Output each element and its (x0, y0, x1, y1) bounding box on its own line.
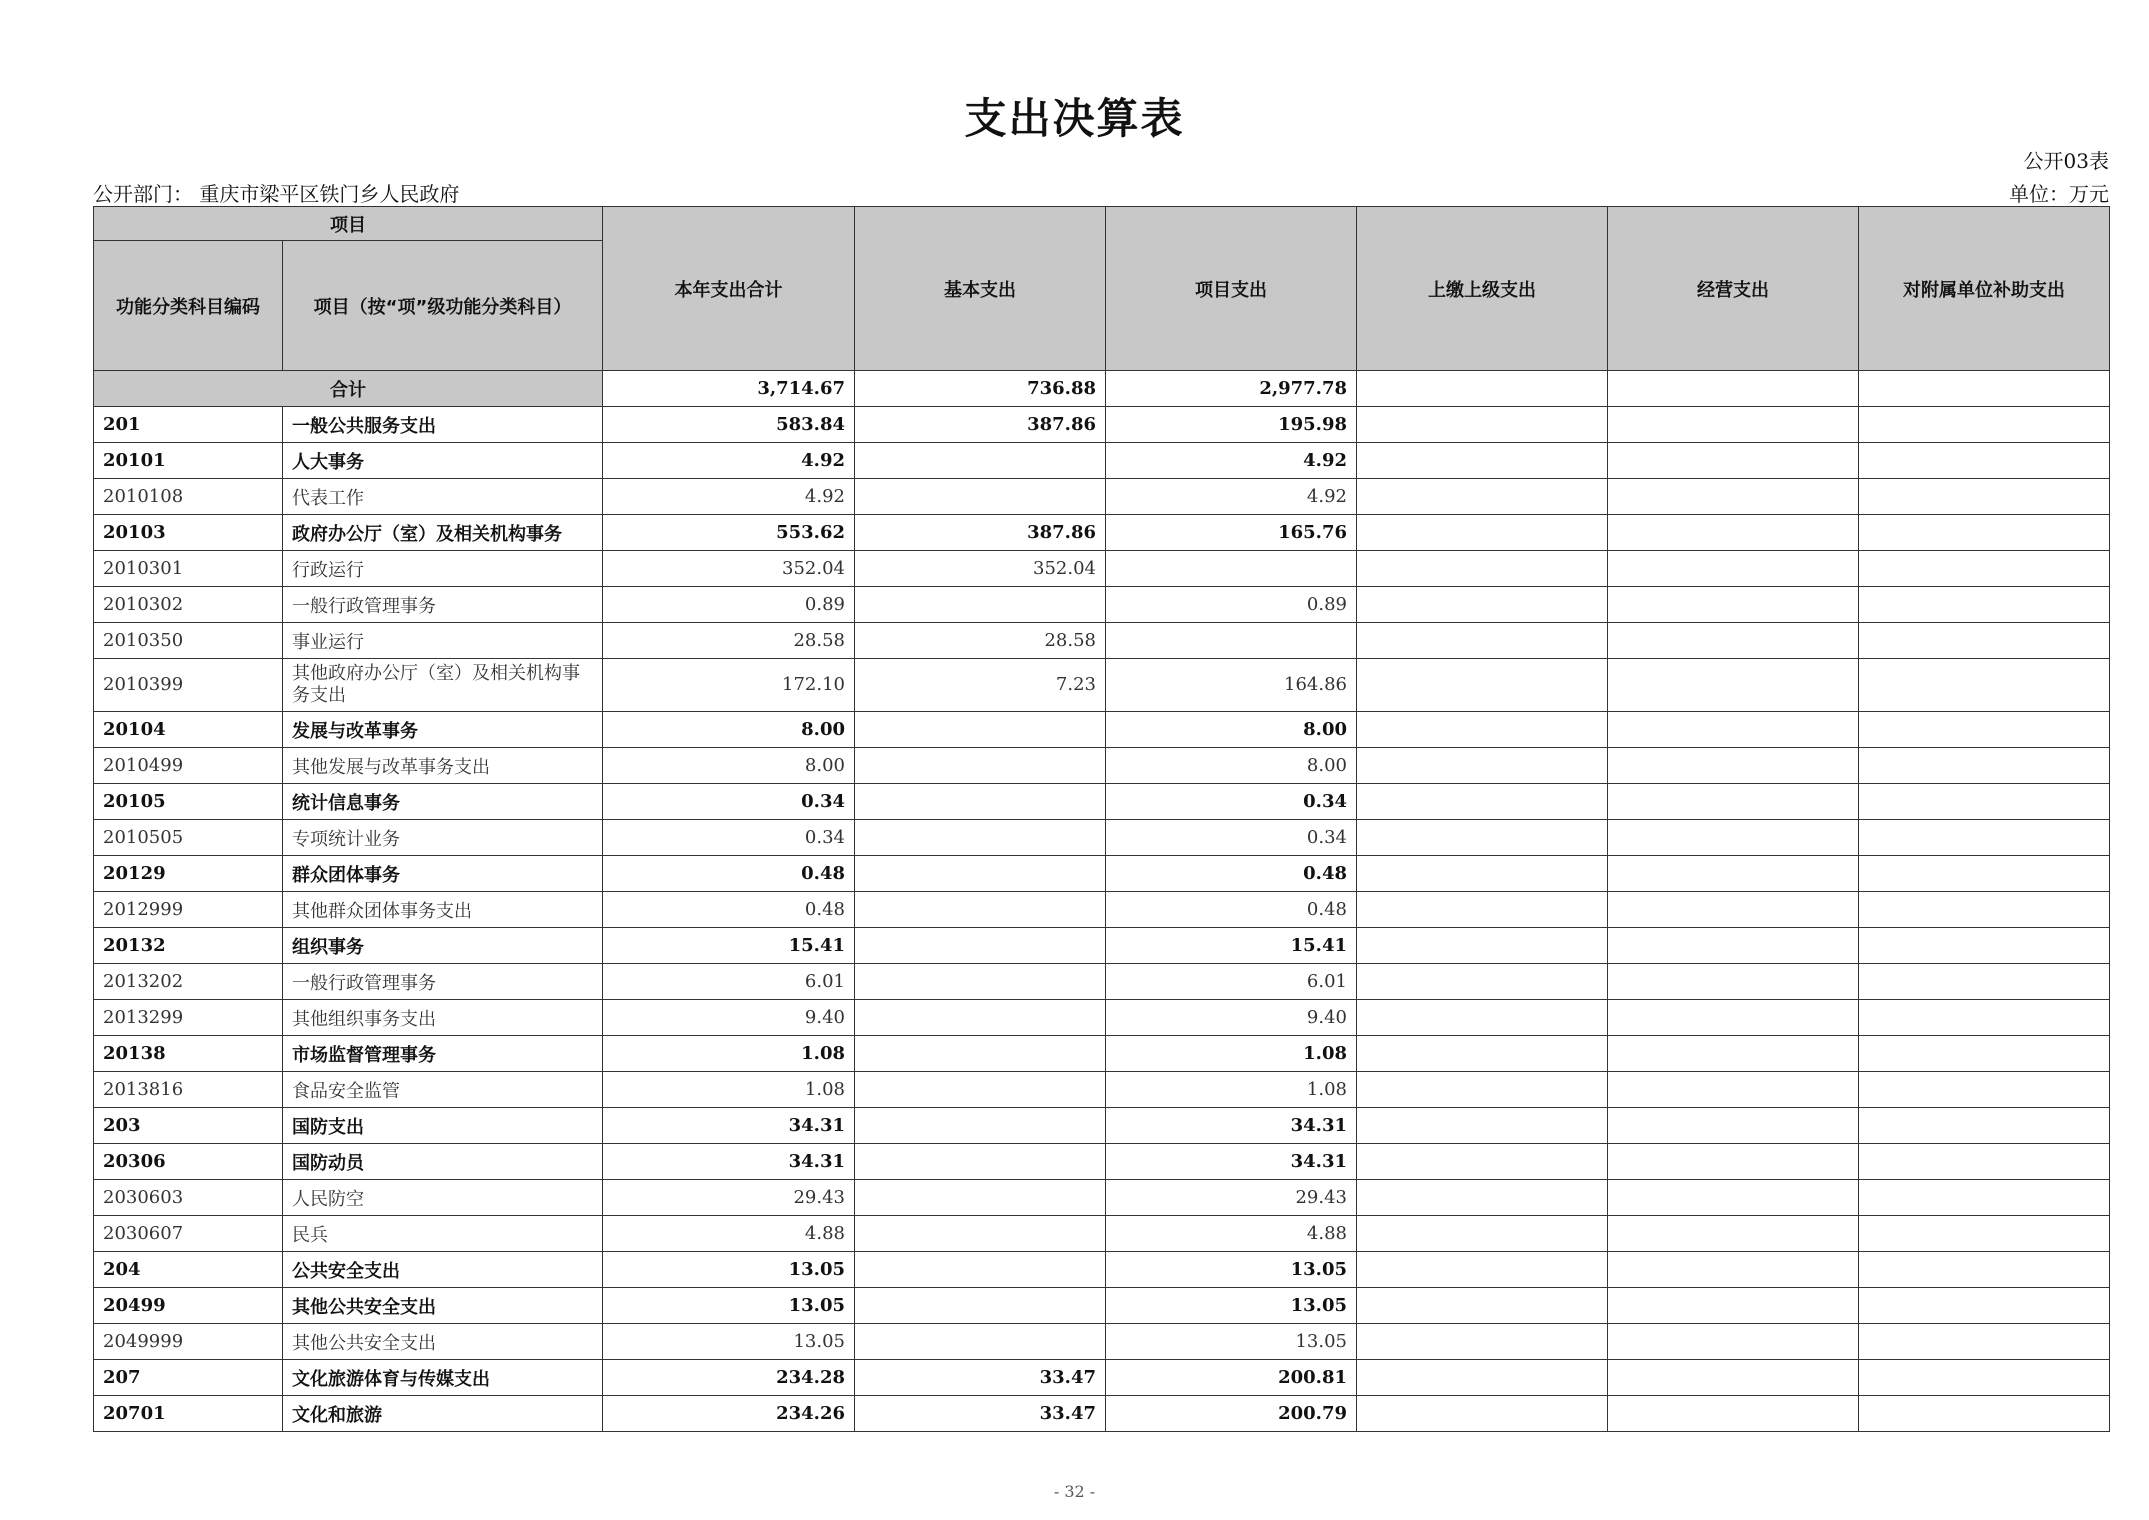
row-total: 29.43 (603, 1180, 855, 1216)
row-upper (1357, 443, 1608, 479)
row-basic (855, 1324, 1106, 1360)
row-total: 0.89 (603, 587, 855, 623)
row-upper (1357, 623, 1608, 659)
row-basic (855, 1180, 1106, 1216)
row-basic (855, 1000, 1106, 1036)
header-business: 经营支出 (1608, 207, 1859, 371)
row-basic (855, 1072, 1106, 1108)
row-total: 352.04 (603, 551, 855, 587)
row-total: 1.08 (603, 1072, 855, 1108)
row-business (1608, 1252, 1859, 1288)
table-row (94, 1036, 2110, 1072)
row-code: 2012999 (94, 892, 283, 928)
row-project: 13.05 (1106, 1324, 1357, 1360)
row-project: 6.01 (1106, 964, 1357, 1000)
row-code: 2010301 (94, 551, 283, 587)
row-business (1608, 1360, 1859, 1396)
row-subsidy (1859, 1252, 2110, 1288)
row-project: 200.79 (1106, 1396, 1357, 1432)
row-project: 0.48 (1106, 856, 1357, 892)
row-name: 事业运行 (283, 623, 603, 659)
row-name: 市场监督管理事务 (283, 1036, 603, 1072)
row-total: 13.05 (603, 1252, 855, 1288)
header-upper: 上缴上级支出 (1357, 207, 1608, 371)
row-subsidy (1859, 928, 2110, 964)
row-total: 583.84 (603, 407, 855, 443)
row-code: 20701 (94, 1396, 283, 1432)
row-upper (1357, 1036, 1608, 1072)
row-total: 172.10 (603, 659, 855, 712)
row-subsidy (1859, 892, 2110, 928)
row-upper (1357, 748, 1608, 784)
row-project: 4.92 (1106, 479, 1357, 515)
row-total: 15.41 (603, 928, 855, 964)
row-code: 20101 (94, 443, 283, 479)
row-business (1608, 964, 1859, 1000)
header-subsidy: 对附属单位补助支出 (1859, 207, 2110, 371)
table-row (94, 515, 2110, 551)
row-project: 29.43 (1106, 1180, 1357, 1216)
row-upper (1357, 551, 1608, 587)
row-basic: 33.47 (855, 1396, 1106, 1432)
total-row (94, 371, 2110, 407)
row-name: 其他组织事务支出 (283, 1000, 603, 1036)
row-project (1106, 551, 1357, 587)
row-project: 4.92 (1106, 443, 1357, 479)
total-sum: 3,714.67 (603, 371, 855, 407)
row-business (1608, 515, 1859, 551)
row-upper (1357, 587, 1608, 623)
row-subsidy (1859, 748, 2110, 784)
row-subsidy (1859, 784, 2110, 820)
row-subsidy (1859, 856, 2110, 892)
row-total: 34.31 (603, 1108, 855, 1144)
unit-label: 单位：万元 (2009, 182, 2109, 206)
row-basic (855, 928, 1106, 964)
row-business (1608, 659, 1859, 712)
row-subsidy (1859, 587, 2110, 623)
row-name: 人民防空 (283, 1180, 603, 1216)
row-subsidy (1859, 1144, 2110, 1180)
row-name: 文化旅游体育与传媒支出 (283, 1360, 603, 1396)
row-code: 2010350 (94, 623, 283, 659)
table-number: 公开03表 (2023, 149, 2109, 173)
row-upper (1357, 928, 1608, 964)
row-subsidy (1859, 515, 2110, 551)
row-business (1608, 479, 1859, 515)
row-upper (1357, 964, 1608, 1000)
row-total: 28.58 (603, 623, 855, 659)
total-label: 合计 (94, 371, 603, 407)
table-row (94, 712, 2110, 748)
total-subsidy (1859, 371, 2110, 407)
row-code: 2010499 (94, 748, 283, 784)
row-code: 2030603 (94, 1180, 283, 1216)
row-code: 2010108 (94, 479, 283, 515)
row-upper (1357, 1000, 1608, 1036)
row-total: 0.34 (603, 784, 855, 820)
row-upper (1357, 892, 1608, 928)
row-subsidy (1859, 659, 2110, 712)
table-row (94, 964, 2110, 1000)
row-subsidy (1859, 1216, 2110, 1252)
row-project: 4.88 (1106, 1216, 1357, 1252)
table-row (94, 892, 2110, 928)
row-name: 一般行政管理事务 (283, 587, 603, 623)
header-name: 项目（按“项”级功能分类科目） (283, 241, 603, 371)
row-code: 201 (94, 407, 283, 443)
row-subsidy (1859, 820, 2110, 856)
row-project: 9.40 (1106, 1000, 1357, 1036)
row-business (1608, 1180, 1859, 1216)
table-row (94, 587, 2110, 623)
row-subsidy (1859, 1288, 2110, 1324)
row-business (1608, 587, 1859, 623)
table-row (94, 1216, 2110, 1252)
row-total: 13.05 (603, 1288, 855, 1324)
row-name: 人大事务 (283, 443, 603, 479)
table-row (94, 1108, 2110, 1144)
row-code: 20306 (94, 1144, 283, 1180)
row-business (1608, 1108, 1859, 1144)
row-business (1608, 748, 1859, 784)
row-business (1608, 1036, 1859, 1072)
row-total: 34.31 (603, 1144, 855, 1180)
expenditure-table (93, 206, 2110, 1432)
row-basic (855, 964, 1106, 1000)
row-code: 2049999 (94, 1324, 283, 1360)
row-project: 8.00 (1106, 712, 1357, 748)
row-project: 13.05 (1106, 1288, 1357, 1324)
row-business (1608, 1324, 1859, 1360)
table-row (94, 1072, 2110, 1108)
row-subsidy (1859, 479, 2110, 515)
row-subsidy (1859, 443, 2110, 479)
row-name: 其他公共安全支出 (283, 1288, 603, 1324)
row-name: 国防支出 (283, 1108, 603, 1144)
row-subsidy (1859, 1036, 2110, 1072)
row-total: 6.01 (603, 964, 855, 1000)
total-upper (1357, 371, 1608, 407)
row-business (1608, 1000, 1859, 1036)
row-upper (1357, 1072, 1608, 1108)
row-name: 行政运行 (283, 551, 603, 587)
row-name: 公共安全支出 (283, 1252, 603, 1288)
table-row (94, 784, 2110, 820)
row-name: 食品安全监管 (283, 1072, 603, 1108)
row-total: 1.08 (603, 1036, 855, 1072)
row-project: 165.76 (1106, 515, 1357, 551)
table-row (94, 479, 2110, 515)
row-subsidy (1859, 407, 2110, 443)
row-name: 一般公共服务支出 (283, 407, 603, 443)
row-name: 其他政府办公厅（室）及相关机构事务支出 (283, 659, 603, 712)
total-basic: 736.88 (855, 371, 1106, 407)
row-total: 9.40 (603, 1000, 855, 1036)
table-row (94, 1324, 2110, 1360)
row-name: 统计信息事务 (283, 784, 603, 820)
row-total: 4.88 (603, 1216, 855, 1252)
row-basic (855, 479, 1106, 515)
row-project: 164.86 (1106, 659, 1357, 712)
row-business (1608, 623, 1859, 659)
row-project: 34.31 (1106, 1144, 1357, 1180)
row-name: 专项统计业务 (283, 820, 603, 856)
row-basic: 387.86 (855, 407, 1106, 443)
row-business (1608, 551, 1859, 587)
row-basic: 7.23 (855, 659, 1106, 712)
row-basic (855, 892, 1106, 928)
table-row (94, 1288, 2110, 1324)
row-total: 8.00 (603, 712, 855, 748)
row-code: 20499 (94, 1288, 283, 1324)
row-name: 组织事务 (283, 928, 603, 964)
row-basic: 28.58 (855, 623, 1106, 659)
row-basic (855, 443, 1106, 479)
row-business (1608, 784, 1859, 820)
row-project: 200.81 (1106, 1360, 1357, 1396)
row-name: 其他公共安全支出 (283, 1324, 603, 1360)
row-business (1608, 1288, 1859, 1324)
row-code: 20138 (94, 1036, 283, 1072)
row-name: 政府办公厅（室）及相关机构事务 (283, 515, 603, 551)
row-upper (1357, 1288, 1608, 1324)
row-basic (855, 1288, 1106, 1324)
row-basic (855, 748, 1106, 784)
row-project: 34.31 (1106, 1108, 1357, 1144)
row-basic (855, 1252, 1106, 1288)
row-basic: 33.47 (855, 1360, 1106, 1396)
row-upper (1357, 1252, 1608, 1288)
table-row (94, 1252, 2110, 1288)
page-title: 支出决算表 (964, 94, 1185, 143)
table-row (94, 1180, 2110, 1216)
table-row (94, 443, 2110, 479)
row-code: 203 (94, 1108, 283, 1144)
row-basic (855, 856, 1106, 892)
row-subsidy (1859, 1000, 2110, 1036)
row-upper (1357, 1360, 1608, 1396)
table-row (94, 1396, 2110, 1432)
header-total: 本年支出合计 (603, 207, 855, 371)
row-project: 13.05 (1106, 1252, 1357, 1288)
row-code: 20129 (94, 856, 283, 892)
row-total: 0.48 (603, 856, 855, 892)
row-name: 其他发展与改革事务支出 (283, 748, 603, 784)
row-project: 15.41 (1106, 928, 1357, 964)
row-business (1608, 928, 1859, 964)
row-code: 204 (94, 1252, 283, 1288)
row-business (1608, 892, 1859, 928)
row-subsidy (1859, 1396, 2110, 1432)
row-total: 0.34 (603, 820, 855, 856)
table-row (94, 1360, 2110, 1396)
row-subsidy (1859, 1108, 2110, 1144)
row-total: 234.28 (603, 1360, 855, 1396)
row-code: 2013299 (94, 1000, 283, 1036)
row-upper (1357, 515, 1608, 551)
row-project: 0.34 (1106, 784, 1357, 820)
row-upper (1357, 659, 1608, 712)
row-project: 0.34 (1106, 820, 1357, 856)
row-code: 2013816 (94, 1072, 283, 1108)
table-row (94, 820, 2110, 856)
row-basic (855, 1036, 1106, 1072)
row-name: 一般行政管理事务 (283, 964, 603, 1000)
row-code: 2010505 (94, 820, 283, 856)
row-business (1608, 820, 1859, 856)
row-business (1608, 1144, 1859, 1180)
row-name: 其他群众团体事务支出 (283, 892, 603, 928)
header-project: 项目支出 (1106, 207, 1357, 371)
row-total: 4.92 (603, 479, 855, 515)
row-code: 2010399 (94, 659, 283, 712)
row-project: 195.98 (1106, 407, 1357, 443)
row-business (1608, 1216, 1859, 1252)
row-business (1608, 1396, 1859, 1432)
row-basic (855, 820, 1106, 856)
page-number: - 32 - (1053, 1482, 1096, 1501)
department-label: 公开部门： 重庆市梁平区铁门乡人民政府 (93, 182, 460, 206)
row-name: 国防动员 (283, 1144, 603, 1180)
row-total: 13.05 (603, 1324, 855, 1360)
row-upper (1357, 1396, 1608, 1432)
row-project: 1.08 (1106, 1072, 1357, 1108)
row-name: 代表工作 (283, 479, 603, 515)
table-row (94, 407, 2110, 443)
row-basic: 387.86 (855, 515, 1106, 551)
row-upper (1357, 1144, 1608, 1180)
table-row (94, 856, 2110, 892)
row-code: 20103 (94, 515, 283, 551)
table-row (94, 659, 2110, 712)
row-upper (1357, 784, 1608, 820)
row-subsidy (1859, 712, 2110, 748)
row-project (1106, 623, 1357, 659)
row-business (1608, 1072, 1859, 1108)
row-business (1608, 443, 1859, 479)
row-code: 20104 (94, 712, 283, 748)
row-subsidy (1859, 1180, 2110, 1216)
row-business (1608, 407, 1859, 443)
row-upper (1357, 1108, 1608, 1144)
row-code: 20132 (94, 928, 283, 964)
row-total: 234.26 (603, 1396, 855, 1432)
row-upper (1357, 479, 1608, 515)
row-basic (855, 1216, 1106, 1252)
row-code: 20105 (94, 784, 283, 820)
row-basic: 352.04 (855, 551, 1106, 587)
row-total: 553.62 (603, 515, 855, 551)
row-project: 8.00 (1106, 748, 1357, 784)
row-total: 8.00 (603, 748, 855, 784)
row-basic (855, 712, 1106, 748)
header-basic: 基本支出 (855, 207, 1106, 371)
row-upper (1357, 407, 1608, 443)
row-code: 2013202 (94, 964, 283, 1000)
row-project: 0.89 (1106, 587, 1357, 623)
row-business (1608, 712, 1859, 748)
row-basic (855, 587, 1106, 623)
row-code: 2010302 (94, 587, 283, 623)
row-basic (855, 1108, 1106, 1144)
row-name: 民兵 (283, 1216, 603, 1252)
row-code: 207 (94, 1360, 283, 1396)
row-total: 4.92 (603, 443, 855, 479)
row-upper (1357, 712, 1608, 748)
row-upper (1357, 856, 1608, 892)
row-name: 文化和旅游 (283, 1396, 603, 1432)
row-upper (1357, 820, 1608, 856)
row-subsidy (1859, 1072, 2110, 1108)
total-business (1608, 371, 1859, 407)
table-row (94, 1000, 2110, 1036)
table-row (94, 1144, 2110, 1180)
row-basic (855, 1144, 1106, 1180)
row-business (1608, 856, 1859, 892)
row-upper (1357, 1180, 1608, 1216)
row-code: 2030607 (94, 1216, 283, 1252)
row-subsidy (1859, 964, 2110, 1000)
total-project: 2,977.78 (1106, 371, 1357, 407)
row-subsidy (1859, 1324, 2110, 1360)
header-item-group: 项目 (94, 207, 603, 241)
table-row (94, 623, 2110, 659)
row-name: 发展与改革事务 (283, 712, 603, 748)
row-upper (1357, 1216, 1608, 1252)
row-subsidy (1859, 551, 2110, 587)
header-code: 功能分类科目编码 (94, 241, 283, 371)
row-name: 群众团体事务 (283, 856, 603, 892)
table-row (94, 748, 2110, 784)
row-total: 0.48 (603, 892, 855, 928)
row-upper (1357, 1324, 1608, 1360)
table-row (94, 928, 2110, 964)
row-project: 0.48 (1106, 892, 1357, 928)
row-subsidy (1859, 623, 2110, 659)
row-subsidy (1859, 1360, 2110, 1396)
table-row (94, 551, 2110, 587)
row-project: 1.08 (1106, 1036, 1357, 1072)
row-basic (855, 784, 1106, 820)
